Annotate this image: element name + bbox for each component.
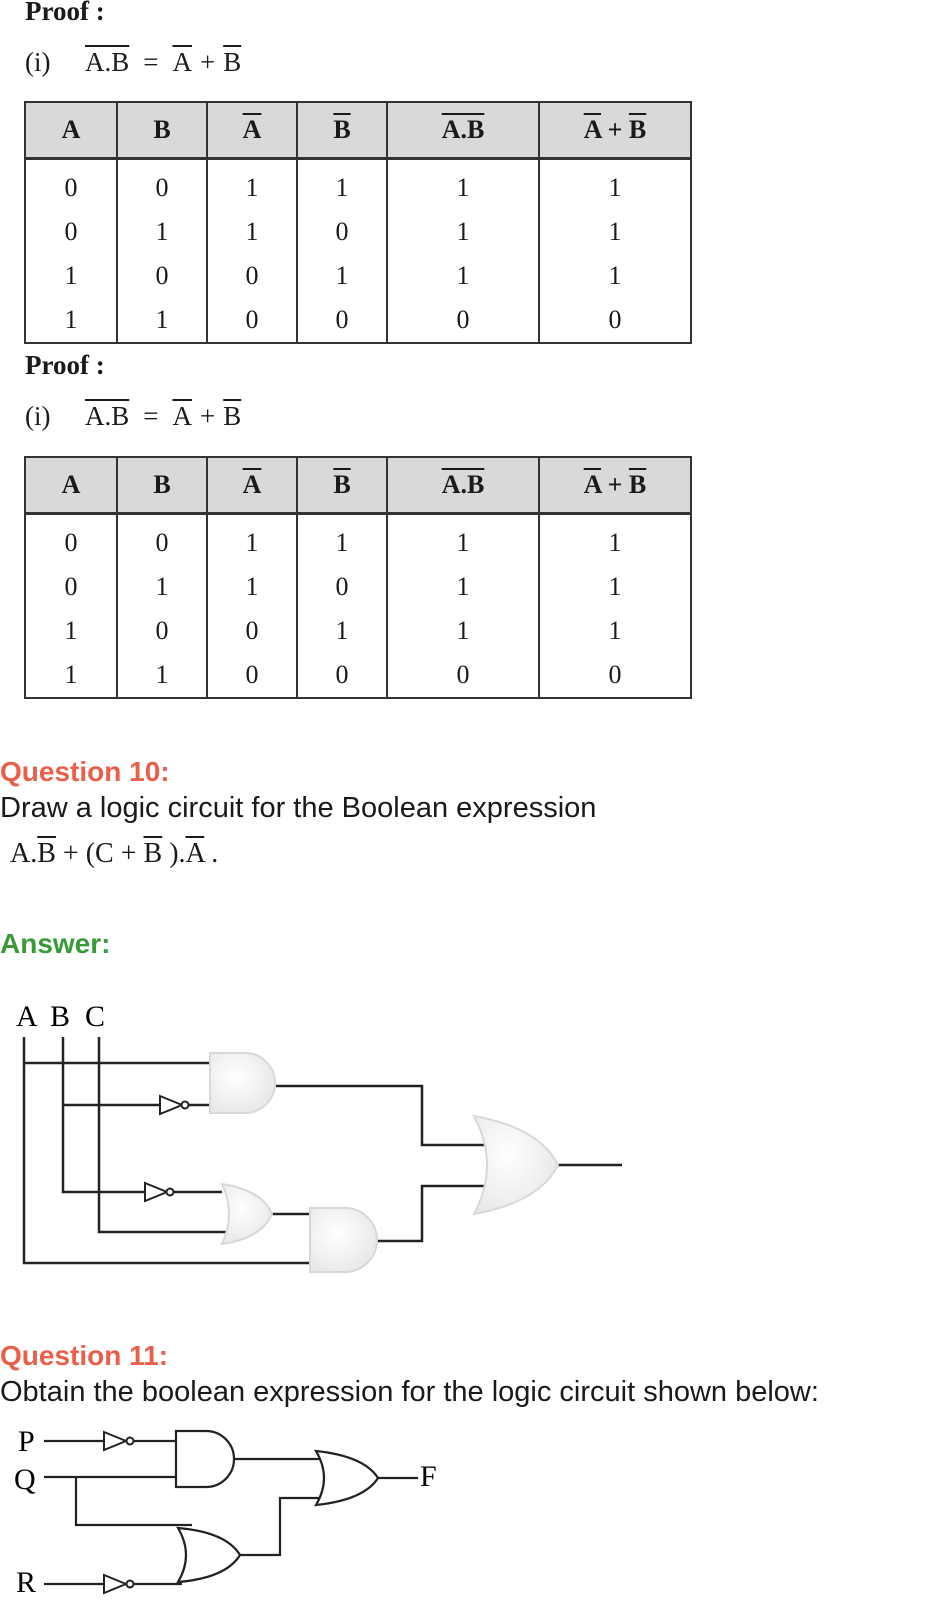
expr-part-negated: $\overline{A}$ — [185, 838, 205, 869]
and-gate-icon — [310, 1208, 377, 1272]
question-10-text: Draw a logic circuit for the Boolean expression — [0, 792, 597, 824]
table-cell: 0 — [539, 298, 691, 343]
logic-circuit-answer — [0, 990, 660, 1290]
equation-rhs-b: $\overline{B}$ — [223, 47, 242, 77]
equation-lhs: A.B — [85, 47, 130, 77]
table-cell: 1 — [207, 514, 297, 566]
table-cell: 1 — [207, 210, 297, 254]
truth-table-header — [25, 457, 691, 514]
table-cell: 1 — [117, 298, 207, 343]
column-header — [539, 457, 691, 514]
table-cell: 1 — [25, 298, 117, 343]
table-cell: 0 — [25, 159, 117, 211]
column-header: $\overline{A}$ — [207, 457, 297, 514]
logic-circuit-question — [0, 1418, 480, 1623]
column-header — [539, 102, 691, 159]
answer-heading: Answer: — [0, 928, 111, 959]
output-label-f: F — [420, 1460, 437, 1493]
table-row — [25, 159, 691, 211]
header-part: + — [601, 470, 629, 499]
truth-table-header — [25, 102, 691, 159]
input-label-p: P — [18, 1425, 35, 1458]
table-cell: 1 — [539, 609, 691, 653]
table-cell: 1 — [117, 210, 207, 254]
equation-rhs-a: $\overline{A}$ — [172, 401, 192, 431]
table-cell: 0 — [25, 514, 117, 566]
table-cell: 1 — [207, 565, 297, 609]
question-11-heading: Question 11: — [0, 1340, 169, 1371]
table-cell: 0 — [117, 514, 207, 566]
proof-equation — [25, 401, 241, 432]
table-cell: 1 — [297, 609, 387, 653]
or-gate-icon — [316, 1451, 378, 1505]
table-cell: 1 — [539, 565, 691, 609]
table-cell: 0 — [297, 298, 387, 343]
column-header: $\overline{B}$ — [297, 102, 387, 159]
or-gate-icon — [178, 1528, 240, 1582]
equation-lhs: A.B — [85, 401, 130, 431]
or-gate-icon — [474, 1116, 558, 1214]
equals-sign: = — [143, 401, 159, 431]
not-gate-icon — [104, 1575, 134, 1593]
table-row — [25, 514, 691, 566]
proof-title: Proof : — [25, 0, 105, 26]
question-10-heading: Question 10: — [0, 756, 170, 787]
table-cell: 1 — [387, 210, 539, 254]
plus-sign: + — [200, 401, 216, 431]
table-cell: 0 — [207, 254, 297, 298]
table-cell: 1 — [297, 254, 387, 298]
not-gate-icon — [145, 1183, 174, 1201]
header-part: + — [601, 115, 629, 144]
table-row — [25, 254, 691, 298]
table-cell: 0 — [297, 565, 387, 609]
table-cell: 1 — [387, 609, 539, 653]
header-part: $\overline{B}$ — [628, 115, 647, 144]
column-header: A.B — [387, 457, 539, 514]
and-gate-icon — [210, 1053, 275, 1113]
table-cell: 1 — [297, 514, 387, 566]
truth-table — [24, 101, 692, 344]
column-header: $\overline{A}$ — [207, 102, 297, 159]
table-cell: 1 — [207, 159, 297, 211]
table-cell: 1 — [539, 159, 691, 211]
table-cell: 0 — [25, 565, 117, 609]
expr-part: A. — [10, 838, 38, 869]
expr-part: ). — [162, 838, 186, 869]
header-part: $\overline{B}$ — [628, 470, 647, 499]
table-cell: 1 — [25, 653, 117, 698]
equation-rhs-a: $\overline{A}$ — [172, 47, 192, 77]
proof-label: (i) — [25, 401, 51, 431]
header-part: $\overline{A}$ — [583, 115, 602, 144]
input-label-b: B — [50, 1000, 71, 1033]
expr-part: . — [204, 838, 219, 869]
table-cell: 1 — [387, 565, 539, 609]
column-header: $\overline{B}$ — [297, 457, 387, 514]
table-cell: 0 — [539, 653, 691, 698]
question-10-expression — [10, 838, 218, 870]
table-row — [25, 210, 691, 254]
proof-label: (i) — [25, 47, 51, 77]
table-cell: 0 — [297, 653, 387, 698]
table-cell: 1 — [25, 609, 117, 653]
table-row — [25, 609, 691, 653]
table-cell: 0 — [387, 298, 539, 343]
question-11-text: Obtain the boolean expression for the logic circuit shown below: — [0, 1376, 819, 1408]
table-cell: 0 — [297, 210, 387, 254]
table-cell: 0 — [117, 609, 207, 653]
table-cell: 0 — [207, 609, 297, 653]
not-gate-icon — [160, 1096, 189, 1114]
column-header: A — [25, 457, 117, 514]
truth-table — [24, 456, 692, 699]
table-cell: 1 — [539, 254, 691, 298]
column-header: A.B — [387, 102, 539, 159]
table-row — [25, 298, 691, 343]
table-cell: 1 — [25, 254, 117, 298]
table-cell: 0 — [117, 254, 207, 298]
table-cell: 0 — [207, 653, 297, 698]
equation-rhs-b: $\overline{B}$ — [223, 401, 242, 431]
table-cell: 1 — [117, 565, 207, 609]
table-cell: 1 — [539, 210, 691, 254]
table-row — [25, 565, 691, 609]
input-label-c: C — [85, 1000, 106, 1033]
and-gate-icon — [176, 1431, 234, 1487]
expr-part-negated: $\overline{B}$ — [143, 838, 163, 869]
or-gate-icon — [222, 1184, 272, 1244]
table-cell: 1 — [539, 514, 691, 566]
table-cell: 0 — [25, 210, 117, 254]
proof-title: Proof : — [25, 350, 105, 380]
table-cell: 1 — [387, 254, 539, 298]
column-header: B — [117, 102, 207, 159]
header-part: $\overline{A}$ — [583, 470, 602, 499]
table-cell: 1 — [297, 159, 387, 211]
column-header: B — [117, 457, 207, 514]
table-cell: 1 — [117, 653, 207, 698]
table-cell: 0 — [387, 653, 539, 698]
table-cell: 1 — [387, 159, 539, 211]
plus-sign: + — [200, 47, 216, 77]
proof-equation — [25, 47, 241, 78]
input-label-r: R — [16, 1566, 37, 1599]
expr-part-negated: $\overline{B}$ — [37, 838, 56, 869]
input-label-a: A — [16, 1000, 38, 1033]
table-cell: 0 — [117, 159, 207, 211]
not-gate-icon — [104, 1432, 134, 1450]
table-row — [25, 653, 691, 698]
column-header: A — [25, 102, 117, 159]
table-cell: 1 — [387, 514, 539, 566]
equals-sign: = — [143, 47, 159, 77]
table-cell: 0 — [207, 298, 297, 343]
expr-part: + (C + — [55, 838, 144, 869]
input-label-q: Q — [14, 1463, 36, 1496]
